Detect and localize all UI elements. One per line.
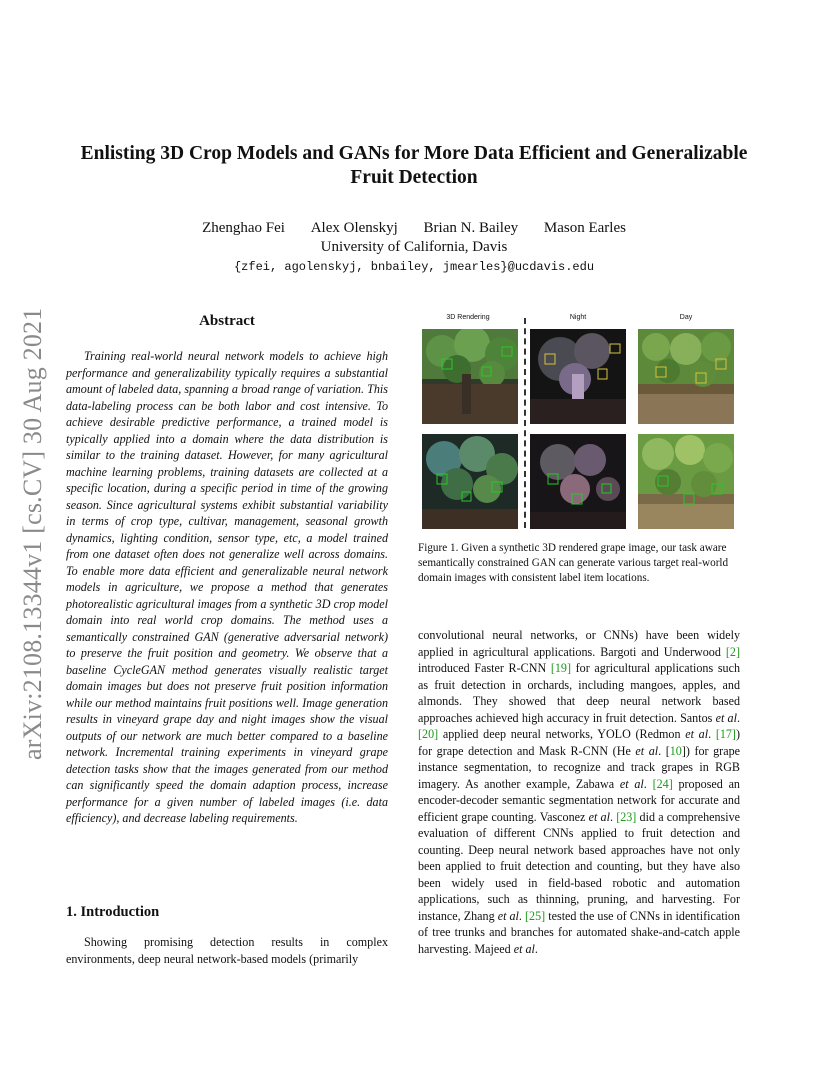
author-name: Alex Olenskyj bbox=[310, 220, 398, 236]
affiliation: University of California, Davis bbox=[320, 239, 508, 255]
text-run: did a comprehensive evaluation of different CNNs applied to fruit detection and counting. Deep neural network based approaches have not only been applied to fruit detection and counting, but they have also been widely used in field-based robotic and automation applications, such as thinning, pruning, and harvesting. For instance, Zhang bbox=[418, 809, 741, 923]
citation-link[interactable]: [23] bbox=[616, 809, 637, 824]
figure-1-caption: Figure 1. Given a synthetic 3D rendered grape image, our task aware semantically constrained GAN can generate various target real-world domain images with consistent label item locations. bbox=[418, 542, 729, 584]
intro-text bbox=[66, 934, 388, 967]
title-line-2: Fruit Detection bbox=[350, 167, 478, 188]
intro-paragraph: Showing promising detection results in complex environments, deep neural network-based models (primarily bbox=[66, 935, 388, 966]
abstract-paragraph: Training real-world neural network models to achieve high performance and generalizability typically requires a substantial amount of labeled data, spanning a broad range of variation. This data-labeling process can be both labor and cost intensive. To achieve desirable predictive performance, a trained model is typically applied into a domain where the data distribution is similar to the training dataset. However, for many agricultural machine learning problems, training datasets are collected at a specific location, during a specific period in time of the growing season. Since agricultural systems exhibit substantial variability in terms of crop type, cultivar, management, seasonal growth dynamics, lighting condition, sensor type, etc, a model trained from one dataset often does not generalize well across domains. To enable more data efficient and generalizable neural network models in agriculture, we propose a method that generates photorealistic agricultural images from a synthetic 3D crop model domain into real world crop domains. The method uses a semantically constrained GAN (generative adversarial network) to preserve the fruit position and geometry. We observe that a baseline CycleGAN method generates visually realistic target domain images but does not preserve fruit position information while our method maintains fruit positions well. Image generation results in vineyard grape day and night images show the visual outputs of our network are much better compared to a baseline network. Incremental training experiments in vineyard grape detection tasks show that the images generated from our method can significantly speed the domain adaption process, increase performance for a given number of labeled images (i.e. data efficiency), and decrease labeling requirements. bbox=[66, 349, 388, 825]
right-column-paragraph bbox=[418, 627, 740, 957]
figure-label-night: Night bbox=[569, 314, 587, 321]
citation-link[interactable]: [25] bbox=[525, 908, 546, 923]
citation-link[interactable]: [17] bbox=[715, 727, 736, 741]
author-name: Zhenghao Fei bbox=[202, 220, 285, 236]
figure-label-day: Day bbox=[679, 314, 693, 321]
citation-link[interactable]: [19] bbox=[550, 661, 571, 675]
text-run: . [ bbox=[658, 743, 670, 758]
figure-1 bbox=[418, 314, 738, 532]
author-emails: {zfei, agolenskyj, bnbailey, jmearles}@ucdavis.edu bbox=[233, 260, 595, 274]
text-run: convolutional neural networks, or CNNs) have been widely applied in agricultural applications. Bargoti and Underwood bbox=[418, 628, 740, 659]
abstract-heading: Abstract bbox=[199, 313, 255, 329]
text-run: applied deep neural networks, YOLO (Redmon bbox=[438, 727, 686, 741]
citation-link[interactable]: [24] bbox=[652, 776, 673, 791]
text-run: ) for grape detection and Mask R-CNN (He bbox=[418, 727, 740, 758]
author-list bbox=[60, 220, 768, 237]
citation-link[interactable]: [2] bbox=[725, 644, 740, 659]
italic-text: et al bbox=[715, 710, 737, 725]
right-column-text bbox=[418, 627, 740, 957]
text-run: tested the use of CNNs in identification of tree trunks and branches for automated shake-and-catch apple harvesting. Majeed bbox=[418, 908, 741, 956]
citation-link[interactable]: [20] bbox=[418, 727, 439, 741]
section-heading-introduction: 1. Introduction bbox=[66, 904, 160, 920]
italic-text: et al bbox=[685, 727, 709, 741]
italic-text: et al bbox=[619, 776, 644, 791]
rendered-grape-image bbox=[422, 434, 518, 529]
paper-title bbox=[60, 142, 768, 190]
text-run: . bbox=[708, 727, 716, 741]
generated-day-image bbox=[638, 434, 734, 529]
author-name: Mason Earles bbox=[543, 220, 626, 236]
text-run: introduced Faster R-CNN bbox=[418, 661, 551, 675]
text-run: . bbox=[534, 941, 538, 956]
generated-night-image bbox=[530, 434, 626, 529]
text-run: . bbox=[609, 809, 617, 824]
title-line-1: Enlisting 3D Crop Models and GANs for More Data Efficient and Generalizable bbox=[80, 143, 748, 164]
text-run: for agricultural applications such as fruit detection in orchards, including mangoes, apples, and almonds. They showed that deep neural network based approaches achieved high accuracy in fruit detection. Santos bbox=[418, 661, 740, 725]
arxiv-side-label: arXiv:2108.13344v1 [cs.CV] 30 Aug 2021 bbox=[18, 307, 47, 760]
generated-day-image bbox=[638, 329, 734, 424]
abstract-text bbox=[66, 348, 388, 827]
text-run: . bbox=[518, 908, 526, 923]
italic-text: et al bbox=[497, 908, 519, 923]
italic-text: et al bbox=[513, 941, 535, 956]
text-run: . bbox=[643, 776, 653, 791]
figure-label-rendering: 3D Rendering bbox=[446, 314, 490, 321]
citation-link[interactable]: 10 bbox=[669, 743, 682, 758]
text-run: ]) for grape instance segmentation, to recognize and track grapes in RGB imagery. As another example, Zabawa bbox=[418, 743, 740, 791]
author-name: Brian N. Bailey bbox=[423, 220, 519, 236]
italic-text: et al bbox=[635, 743, 659, 758]
generated-night-image bbox=[530, 329, 626, 424]
figure-divider bbox=[524, 318, 526, 528]
text-run: proposed an encoder-decoder semantic segmentation network for accurate and efficient grape counting. Vasconez bbox=[418, 776, 740, 824]
rendered-grape-image bbox=[422, 329, 518, 424]
text-run: . bbox=[736, 710, 741, 725]
italic-text: et al bbox=[588, 809, 610, 824]
